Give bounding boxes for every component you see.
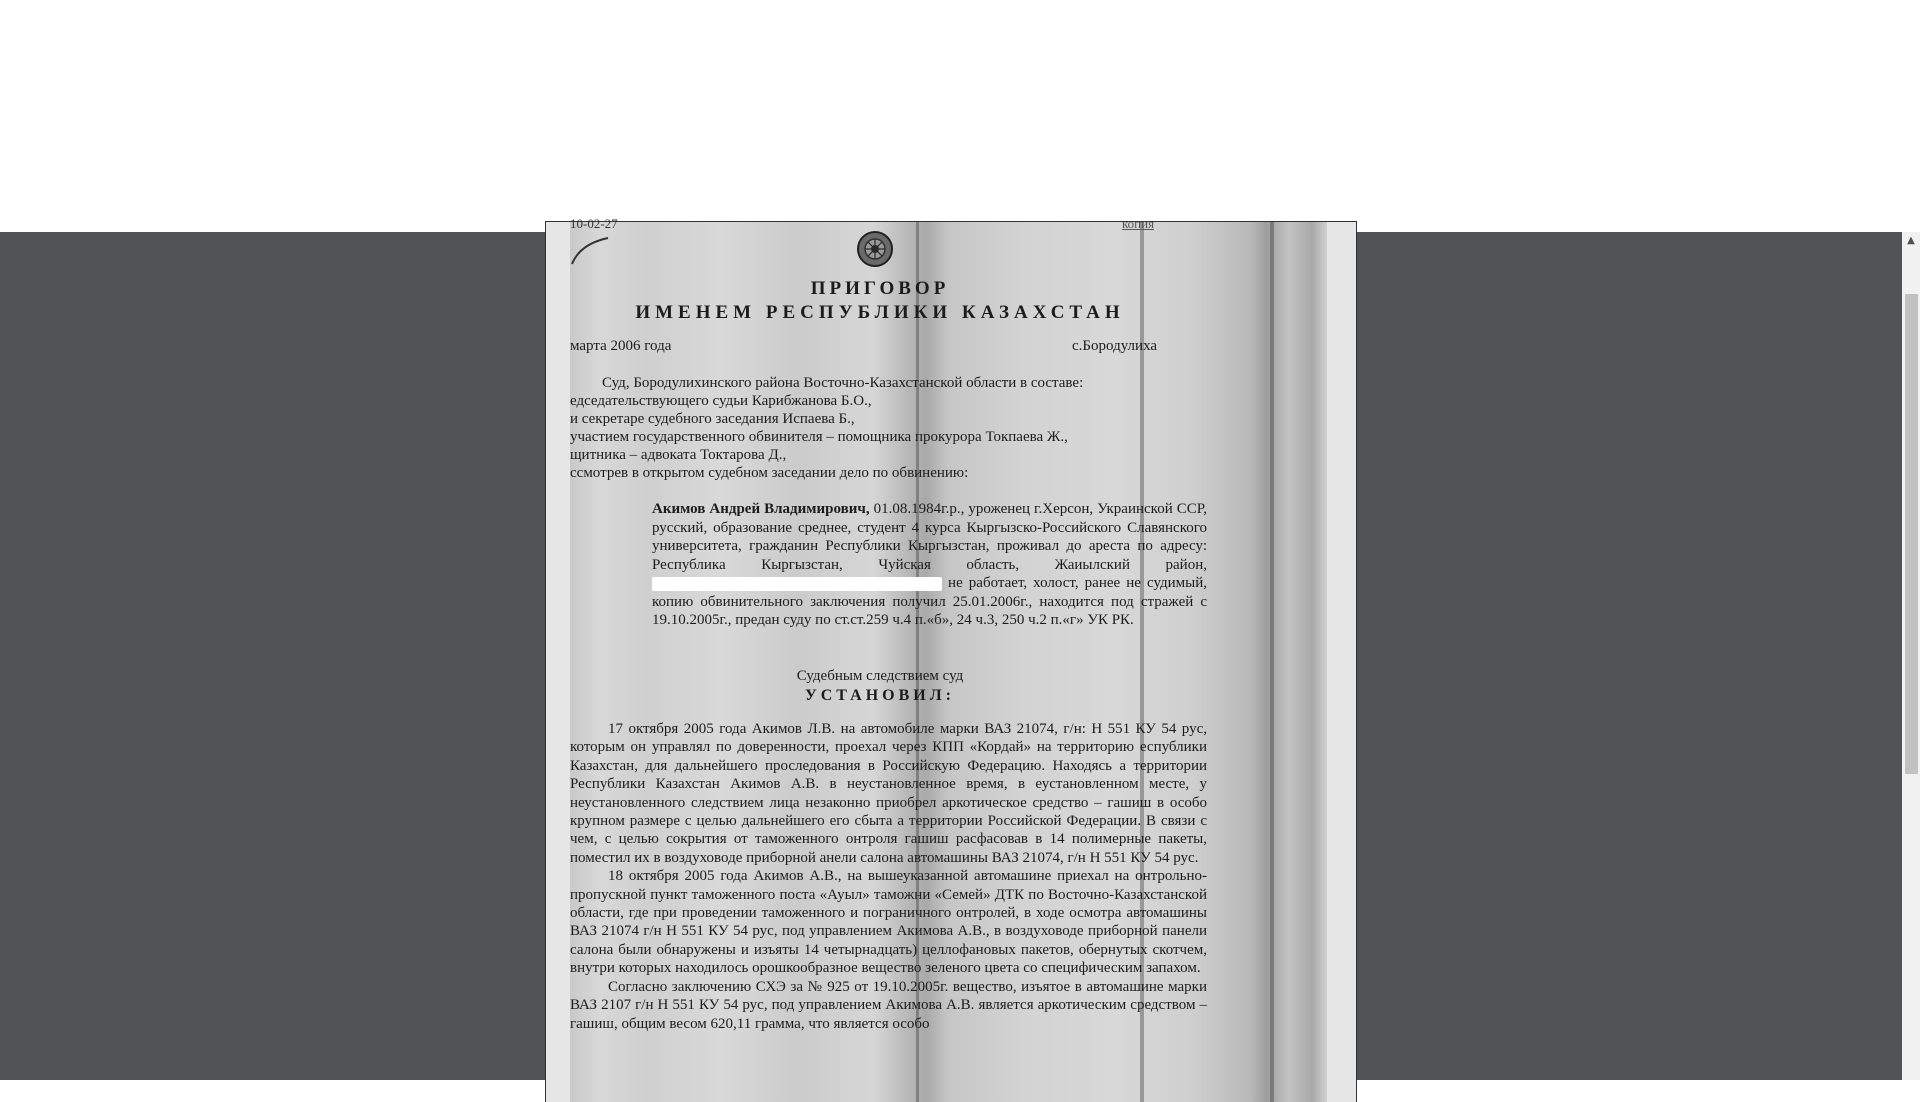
copy-mark: копия: [1122, 216, 1155, 231]
top-blank-area: [0, 0, 1920, 232]
document-place: с.Бородулиха: [1072, 338, 1158, 354]
verdict-body: [570, 720, 1207, 1033]
redacted-address: [652, 577, 942, 591]
composition-line: и секретаре судебного заседания Испаева Б.,: [570, 411, 855, 427]
verdict-paragraph: Согласно заключению СХЭ за № 925 от 19.10.2005г. вещество, изъятое в автомашине марки ВАЗ 2107 г/н Н 551 КУ 54 рус, под управлением Акимова А.В. является аркотическим средством – гашиш, общим весом 620,11 грамма, что является особо: [570, 978, 1207, 1032]
document-viewer[interactable]: [0, 216, 1902, 1080]
defendant-details-continued: не работает, холост, ранее не судимый, копию обвинительного заключения получил 25.01.2006г., находится под стражей с 19.10.2005г., предан суду по ст.ст.259 ч.4 п.«б», 24 ч.3, 250 ч.2 п.«г» УК РК.: [652, 575, 1207, 628]
defendant-info: [652, 500, 1207, 630]
defendant-name: Акимов Андрей Владимирович,: [652, 501, 870, 517]
composition-line: участием государственного обвинителя – помощника прокурора Токпаева Ж.,: [570, 429, 1068, 445]
verdict-paragraph: 18 октября 2005 года Акимов А.В., на вышеуказанной автомашине приехал на онтрольно-пропускной пункт таможенного поста «Ауыл» таможни «Семей» ДТК по Восточно-Казахстанской области, где при проведении таможенного и пограничного онтролей, в ходе осмотра автомашины ВАЗ 21074 г/н Н 551 КУ 54 рус, под управлением Акимова А.В., в воздуховоде приборной панели салона были обнаружены и изъяты 14 четырнадцать) целлофановых пакетов, обернутых скотчем, внутри которых находилось орошкообразное вещество зеленого цвета со специфическим запахом.: [570, 868, 1207, 977]
composition-line: ссмотрев в открытом судебном заседании дело по обвинению:: [570, 465, 969, 481]
scrollbar-thumb[interactable]: [1905, 294, 1918, 774]
composition-line: едседательствующего судьи Карибжанова Б.О.,: [570, 393, 872, 409]
composition-line: Суд, Бородулихинского района Восточно-Казахстанской области в составе:: [602, 375, 1084, 391]
verdict-paragraph: 17 октября 2005 года Акимов Л.В. на автомобиле марки ВАЗ 21074, г/н: Н 551 КУ 54 рус, которым он управлял по доверенности, проехал через КПП «Кордай» на территорию еспублики Казахстан, для дальнейшего проследования в Российскую Федерацию. Находясь а территории Республики Казахстан Акимов А.В. в неустановленное время, в еустановленном месте, у неустановленного следствием лица незаконно приобрел аркотическое средство – гашиш в особо крупном размере с целью дальнейшего его сбыта а территории Российской Федерации. В связи с чем, с целью сокрытия от таможенного онтроля гашиш расфасовав в 14 полимерные пакеты, поместил их в воздуховоде приборной анели салона автомашины ВАЗ 21074, г/н Н 551 КУ 54 рус.: [570, 721, 1207, 866]
investigation-heading: Судебным следствием суд: [796, 668, 964, 684]
scan-edge-line-right: [1270, 222, 1274, 1102]
established-heading: УСТАНОВИЛ:: [805, 687, 955, 704]
document-subtitle: ИМЕНЕМ РЕСПУБЛИКИ КАЗАХСТАН: [635, 302, 1125, 323]
scanned-page: [570, 216, 1327, 1102]
court-composition: [570, 374, 1130, 482]
document-page: [546, 216, 1356, 1102]
defendant-details: 01.08.1984г.р., уроженец г.Херсон, Украинской ССР, русский, образование среднее, студент 4 курса Кыргызско-Российского Славянского университета, гражданин Республики Кыргызстан, проживал до ареста по адресу: Республика Кыргызстан, Чуйская область, Жаиылский район,: [652, 501, 1207, 573]
scroll-up-arrow-icon[interactable]: ▲: [1907, 235, 1915, 246]
document-reference: 10-02-27: [570, 216, 618, 231]
document-title: ПРИГОВОР: [810, 278, 950, 299]
state-emblem-icon: [856, 230, 894, 268]
composition-line: щитника – адвоката Токтарова Д.,: [570, 447, 787, 463]
corner-mark: [570, 236, 610, 266]
document-date: марта 2006 года: [570, 338, 672, 354]
